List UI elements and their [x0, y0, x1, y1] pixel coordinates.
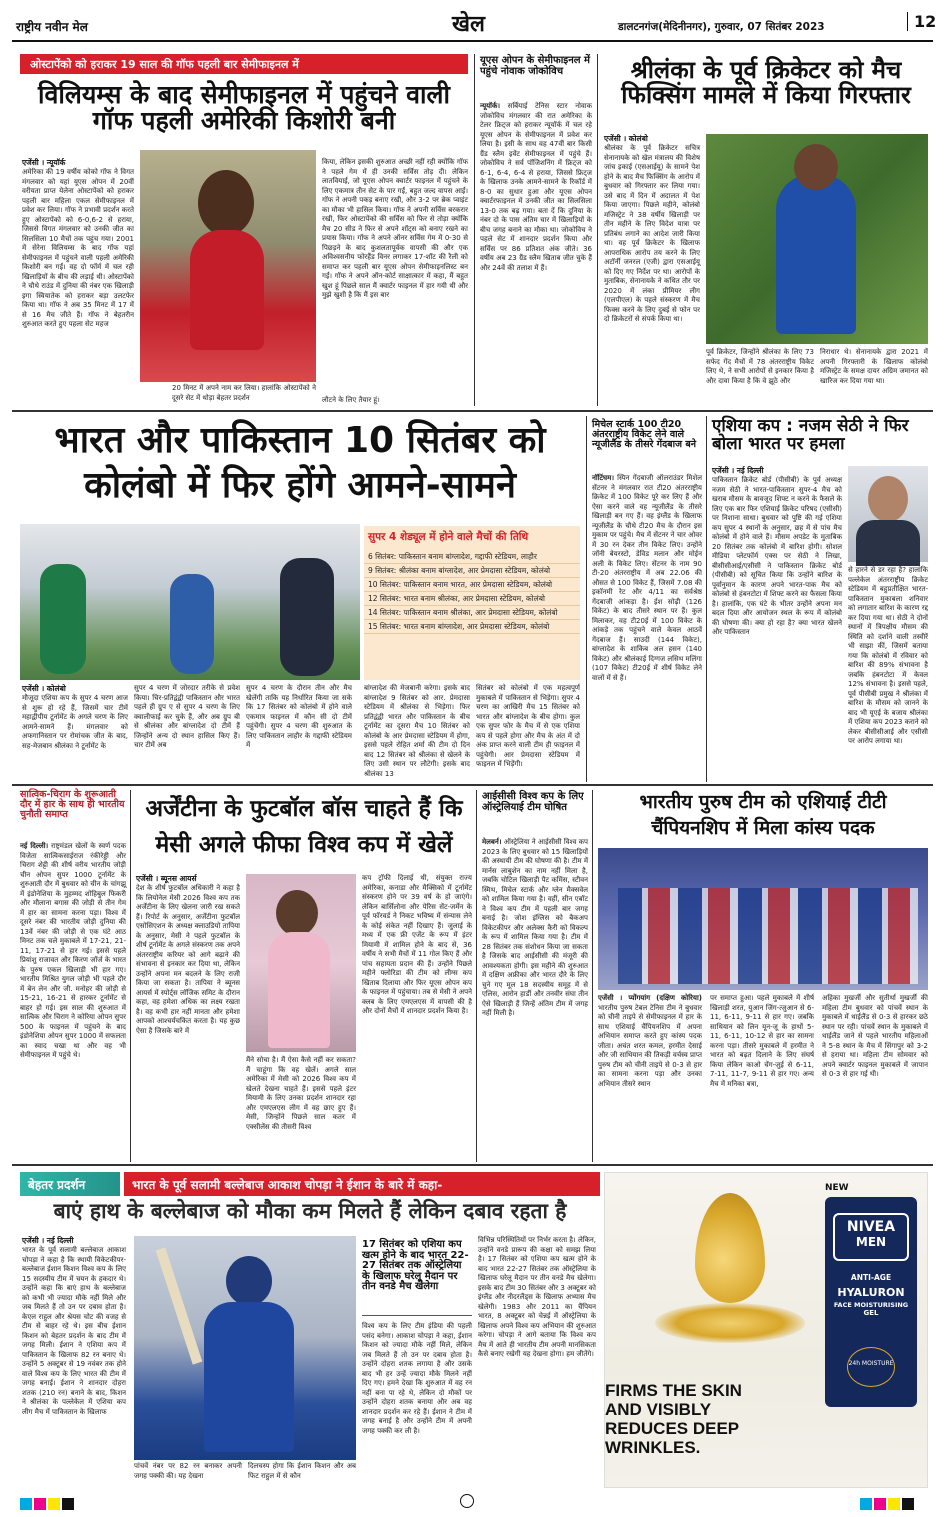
- sethi-headline: एशिया कप : नजम सेठी ने फिर बोला भारत पर हमला: [712, 416, 909, 454]
- gauff-kicker: ओस्टापेंको को हराकर 19 साल की गॉफ पहली बार सेमीफाइनल में: [20, 54, 468, 74]
- color-swatches-right: [860, 1495, 916, 1514]
- tt-col2: पर समाप्त हुआ। पहले मुकाबले में शीर्ष खिलाड़ी शरत, युआन जिंग-त्जुआन से 6-11, 6-11, 9-11 से हार गए। जबकि साथियान को लिन यून-जू के हाथों 5-11, 6-11, 10-12 से हार का सामना करना पड़ा। तीसरे मुकाबले में हरमीत ने भारत को बढ़त दिलाने के लिए संघर्ष किया लेकिन काओ चेंग-जुई से 6-11, 7-11, 11-7, 9-11 से हार गए। अन्य मैच में मनिका बत्रा,: [710, 994, 814, 1088]
- indpak-col1: मौजूदा एशिया कप के सुपर 4 चरण आज से शुरू हो रहे हैं, जिसमें चार टीमें महाद्वीपीय टूर्नामेंट के अगले चरण के लिए आमने-सामने हैं। मंगलवार को अफगानिस्तान पर रोमांचक जीत के बाद, सह-मेजबान श्रीलंका ने टूर्नामेंट के: [22, 694, 128, 750]
- paper-name: राष्ट्रीय नवीन मेल: [16, 20, 88, 34]
- schedule-item: 10 सितंबर: पाकिस्तान बनाम भारत, आर प्रेमदासा स्टेडियम, कोलंबो: [364, 578, 580, 592]
- djokovic-body-text: सर्बियाई टेनिस स्टार नोवाक जोकोविच मंगलवार की रात अमेरिका के टेलर फ्रिट्ज को हराकर न्यूयॉर्क में चल रहे यूएस ओपन के सेमीफाइनल में प्रवेश कर लिया है। इसी के साथ वह 47वीं बार किसी ग्रैंड स्लैम इवेंट सेमीफाइनल में पहुंचे हैं। जोकोविच ने सर्व पॉजिशनिंग में फ्रिट्ज को 6-1, 6-4, 6-4 से हराया, जिससे फ्रिट्ज के खिलाफ उनके आमने-सामने के रिकॉर्ड में 8-0 का सुधार हुआ और यूएस ओपन क्वार्टरफाइनल में उनकी जीत का सिलसिला 13-0 तक बढ़ गया। बता दें कि दुनिया के नंबर दो के पास अंतिम चार में खिलाड़ियों के बीच जगह बनाने का मौका था। जोकोविच ने पहले सेट में शानदार प्रदर्शन किया और सर्विस पर 86 प्रतिशत अंक जीते। 36 वर्षीय अब 23 ग्रैंड स्लैम खिताब जीत चुके हैं और 24वें की तलाश में हैं।: [480, 102, 592, 272]
- gauff-col3: किया, लेकिन इसकी शुरुआत अच्छी नहीं रही क्योंकि गॉफ ने पहले गेम में ही उनकी सर्विस तोड़ दी। लेकिन लातवियाई, जो यूएस ओपन क्वार्टर फाइनल में पहुंचने के लिए एकमात्र तीन सेट के पार गईं, बहुत जल्द वापस आईं। गॉफ ने अपनी पकड़ बनाए रखी, और 3-2 पर ब्रेक प्वाइंट का मौका भी हासिल किया। गॉफ ने अपनी सर्विस बरकरार रखी, फिर ओस्टापेंको की सर्विस को फिर से तोड़ा क्योंकि मैच 20 सीड ने फिर से अपने शॉट्स को बनाए रखने का प्रयास किया। गॉफ ने अपने ऑनर सर्विस गेम में 0-30 से पिछड़ने के बाद कुशलतापूर्वक वापसी की और एक अविश्वसनीय फोरहैंड विनर लगाकर 17-शॉट की रैली को समाप्त कर पहली बार यूएस ओपन सेमीफाइनलिस्ट बन गईं। गॉफ ने अपने ऑन-कोर्ट साक्षात्कार में कहा, मैं बहुत खुश हूं पिछले साल मैं क्वार्टर फाइनल में हार गयी थी और मुझे खुशी है कि मैं इस बार: [322, 158, 468, 299]
- indpak-col2: सुपर 4 चरण में जोरदार तरीके से प्रवेश किया। चिर-प्रतिद्वंद्वी पाकिस्तान और भारत पहले ही ग्रुप ए से सुपर 4 चरण के लिए क्वालीफाई कर चुके हैं, और अब ग्रुप बी से श्रीलंका और बांग्लादेश दो टीमें हैं जिन्होंने अन्य दो स्थान हासिल किए हैं। चार टीमें अब: [134, 684, 240, 749]
- advert-drop-graphic: [655, 1193, 805, 1363]
- chopra-caption1: पांचवें नंबर पर 82 रन बनाकर अपनी जगह पक्की की। यह देखना: [134, 1462, 242, 1480]
- advert-product-line1: ANTI-AGE: [850, 1273, 892, 1282]
- aussie-body-text: ऑस्ट्रेलिया ने आईसीसी विश्व कप 2023 के लिए बुधवार को 15 खिलाड़ियों की अस्थायी टीम की घोषणा की है। टीम में मार्नस लाबुशेन का नाम नहीं मिला है, जबकि चोटिल खिलाड़ी पैट कमिंस, स्टीवन स्मिथ, मिचेल स्टार्क और ग्लेन मैक्सवेल को शामिल किया गया है। वहीं, सीन एबॉट ने विश्व कप टीम में पहली बार जगह बनाई है। जोश इंग्लिस को बैकअप विकेटकीपर और अलेक्स कैरी को विकल्प के रूप में शामिल किया गया है। टीम में 28 सितंबर तक संशोधन किया जा सकता है जिसके बाद आईसीसी की मंजूरी की आवश्यकता होगी। इस महीने की शुरुआत में दक्षिण अफ्रीका और भारत दौरे के लिए चुने गए मूल 18 सदस्यीय समूह में से एलिस, आरोन हार्डी और तनवीर संघा तीन ऐसे खिलाड़ी हैं जिन्हें अंतिम टीम में जगह नहीं मिली है।: [482, 838, 589, 1017]
- advert-new-badge: NEW: [825, 1183, 849, 1193]
- color-swatches-left: [20, 1495, 76, 1514]
- chopra-tag: बेहतर प्रदर्शन: [20, 1172, 120, 1196]
- djokovic-headline: यूएस ओपन के सेमीफाइनल में पहुंचे नोवाक जोकोविच: [480, 55, 591, 77]
- tt-photo: [598, 848, 928, 990]
- srilanka-byline: एजेंसी । कोलंबो: [604, 134, 648, 143]
- gauff-byline: एजेंसी । न्यूयॉर्क: [22, 158, 66, 167]
- messi-byline: एजेंसी । ब्यूनस आयर्स: [136, 874, 197, 883]
- messi-col3: कप ट्रॉफी दिलाई थी, संयुक्त राज्य अमेरिका, कनाडा और मैक्सिको में टूर्नामेंट संस्करण होने पर 39 वर्ष के हो जाएंगे। लेकिन बार्सिलोना और पेरिस सेंट-जर्मेन के पूर्व फॉरवर्ड ने निकट भविष्य में संन्यास लेने के कोई संकेत नहीं दिखाए हैं। जुलाई के मध्य में एक फ्री एजेंट के रूप में इंटर मियामी में शामिल होने के बाद से, 36 वर्षीय ने सभी मैचों में 11 गोल किए हैं और पांच सहायता प्रदान की हैं। उन्होंने पिछले महीने फ्लोरिडा की टीम को लीग्स कप खिताब दिलाया और फिर यूएस ओपन कप के फाइनल में पहुंचाया। तब से मेसी ने अपने क्लब के लिए एमएलएस में वापसी की है और दोनों मैचों में शानदार प्रदर्शन किया है।: [362, 874, 472, 1015]
- table-row: [364, 606, 580, 620]
- advert-product: [825, 1197, 917, 1407]
- srilanka-caption-b: निराधार थे। सेनानायके द्वारा 2021 में अपनी गिरफ्तारी के खिलाफ कोलंबो मजिस्ट्रेट के समक्ष दायर अग्रिम जमानत को खारिज कर दिया गया था।: [820, 348, 928, 385]
- indpak-photo: [20, 524, 360, 680]
- tt-byline: एजेंसी । प्योंगयांग (दक्षिण कोरिया): [598, 994, 702, 1002]
- chopra-caption2: दिलचस्प होगा कि ईशान किशन और अब फिट राहुल में से कौन: [248, 1462, 356, 1480]
- messi-caption: मैंने सोचा है। मैं ऐसा कैसे नहीं कर सकता? मैं चाहूंगा कि वह खेलें। अगले साल अमेरिका में मेसी को 2026 विश्व कप में खेलते देखना चाहते हैं। इससे पहले इंटर मियामी के लिए उनका प्रदर्शन शानदार रहा और एमएलएस लीग में वह छाए हुए हैं। मेसी, जिन्होंने पिछले साल कतर में एक्सीलेंस की तीसरी विश्व: [246, 1056, 356, 1131]
- table-row: [364, 620, 580, 634]
- gauff-caption-right: लौटने के लिए तैयार हूं।: [322, 396, 380, 404]
- indpak-col3: सुपर 4 चरण के दौरान तीन और मैच खेलेंगी ताकि यह निर्धारित किया जा सके कि 17 सितंबर को कोलंबो में होने वाले एकमात्र फाइनल में कौन सी दो टीमें पहुंचेंगी। सुपर 4 चरण की शुरुआत के लिए पाकिस्तान लाहौर के गद्दाफी स्टेडियम में: [246, 684, 352, 749]
- gauff-caption-left: 20 मिनट में अपने नाम कर लिया। हालांकि ओस्टापेंको ने दूसरे सेट में थोड़ा बेहतर प्रदर्शन: [172, 384, 316, 402]
- santner-headline: मिचेल स्टार्क 100 टी20 अंतरराष्ट्रीय विकेट लेने वाले न्यूजीलैंड के तीसरे गेंदबाज बने: [592, 419, 697, 450]
- santner-body-text: स्पिन गेंदबाजी ऑलराउंडर मिशेल सेंटनर ने मंगलवार रात टी20 अंतरराष्ट्रीय क्रिकेट में 100 विकेट पूरे कर लिए हैं और ऐसा करने वाले वह न्यूजीलैंड के तीसरे खिलाड़ी बन गए हैं। वह इंग्लैंड के खिलाफ न्यूजीलैंड के चौथे टी20 मैच के दौरान इस मुकाम पर पहुंचे। मैच में सेंटनर ने चार ओवर में 30 रन देकर तीन विकेट लिए। उन्होंने जॉनी बेयरस्टो, डेविड मलान और मोईन अली के विकेट लिए। सेंटनर के नाम 90 टी-20 अंतरराष्ट्रीय में अब 22.06 की औसत से 100 विकेट हैं, जिसमें 7.08 की इकॉनमी रेट और 4/11 का सर्वश्रेष्ठ गेंदबाजी आंकड़ा है। ईश सोढ़ी (126 विकेट) के बाद तीसरे स्थान पर हैं। कुल मिलाकर, वह टी20ई में 100 विकेट के आंकड़े तक पहुंचने वाले केवल आठवें गेंदबाज हैं। साउदी (144 विकेट), बांग्लादेश के शाकिब अल हसन (140 विकेट) और श्रीलंकाई दिग्गज लसिथ मलिंगा (107 विकेट) टी20ई में शीर्ष विकेट लेने वालों में से हैं।: [592, 474, 702, 682]
- chopra-kicker: भारत के पूर्व सलामी बल्लेबाज आकाश चोपड़ा ने ईशान के बारे में कहा-: [124, 1172, 600, 1196]
- table-row: [364, 550, 580, 564]
- masthead: [12, 6, 937, 42]
- advert-product-line3: FACE MOISTURISING: [833, 1301, 909, 1309]
- indpak-byline: एजेंसी । कोलंबो: [22, 684, 66, 693]
- messi-headline: अर्जेंटीना के फुटबॉल बॉस चाहते हैं कि मेसी अगले फीफा विश्व कप में खेलें: [145, 796, 463, 858]
- messi-col1: देश के शीर्ष फुटबॉल अधिकारी ने कहा है कि लियोनेल मेसी 2026 विश्व कप तक अर्जेंटीना के लिए खेलना जारी रख सकते हैं। रिपोर्ट के अनुसार, अर्जेंटीना फुटबॉल एसोसिएशन के अध्यक्ष क्लाउडियो तापिया के अनुसार, मेसी ने पहले फुटबॉल के शीर्ष टूर्नामेंट के अगले संस्करण तक अपने अंतरराष्ट्रीय करियर को आगे बढ़ाने की संभावना से इनकार कर दिया था, लेकिन उन्होंने अपना मन बदलने के लिए राजी किया जा सकता है। तापिया ने ब्यूनस आयर्स में स्पोर्ट्स लॉजिक समिट के दौरान कहा, वह हमेशा अधिक का लक्ष्य रखता है। वह कभी हार नहीं मानता और हमेशा आपको आश्चर्यचकित करता है। यह कुछ ऐसा है जिसके बारे में: [136, 884, 240, 1035]
- advert-slogan: [605, 1381, 825, 1457]
- chopra-col3: विश्व कप के लिए टीम इंडिया की पहली पसंद बनेगा। आकाश चोपड़ा ने कहा, ईशान किशन को ज्यादा मौके नहीं मिले, लेकिन जब मिलते हैं तो उन पर दबाव होता है। उन्होंने दोहरा शतक लगाया है और उसके बाद भी हर उन्हें ज्यादा मौके मिलने नहीं दिए गए। हमने देखा कि शुरुआत में वह रन नहीं बना पा रहे थे, लेकिन दो मौकों पर उन्होंने दोहरा शतक बनाया और अब वह शानदार प्रदर्शन कर रहे हैं। ईशान ने टीम में जगह बनाई है और उन्होंने टीम में अपनी जगह पक्की कर ली है।: [362, 1322, 472, 1435]
- santner-dateline: नॉटिंघम।: [592, 474, 615, 482]
- chopra-banner: [20, 1172, 600, 1196]
- srilanka-headline: श्रीलंका के पूर्व क्रिकेटर को मैच फिक्सिंग मामले में किया गिरफ्तार: [621, 56, 911, 110]
- tt-headline: भारतीय पुरुष टीम को एशियाई टीटी चैंपियनशिप में मिला कांस्य पदक: [639, 791, 887, 839]
- advert-product-text: [829, 1273, 913, 1317]
- schedule-table: [364, 550, 580, 634]
- indpak-schedule-box: [364, 526, 580, 680]
- srilanka-photo: [706, 134, 928, 344]
- sethi-byline: एजेंसी । नई दिल्ली: [712, 466, 764, 475]
- advert-hour-badge: 24h MOISTURE: [847, 1347, 895, 1387]
- gauff-photo: [140, 150, 316, 382]
- tt-col1-text: भारतीय पुरुष टेबल टेनिस टीम ने बुधवार को चीनी ताइपे से सेमीफाइनल में हार के साथ एशियाई चैंपियनशिप में अपना अभियान समाप्त करते हुए कांस्य पदक जीता। अचंत शरत कमल, हरमीत देसाई और जी साथियान की तिकड़ी वर्चस्व प्राप्त पुरुष टीम को चीनी ताइपे से 0-3 से हार का सामना करना पड़ा और उनका अभियान तीसरे स्थान: [598, 1003, 702, 1088]
- sethi-body-right: से हारने से डर रहा है? हालांकि पल्लेकेल अंतरराष्ट्रीय क्रिकेट स्टेडियम में बहुप्रतीक्षित भारत-पाकिस्तान मुकाबला शनिवार को लगातार बारिश के कारण रद्द कर दिया गया था। सेठी ने दोनों स्थानों में त्रिपक्षीय मौसम की स्थिति को दर्शाने वाली तस्वीरें भी साझा कीं, जिसमें बताया गया कि कोलंबो में रविवार को बारिश की 89% संभावना है जबकि हंबनटोटा में केवल 12% संभावना है। इससे पहले, पूर्व पीसीबी प्रमुख ने श्रीलंका में बारिश के मौसम को जानने के बाद भी यूएई के बजाय श्रीलंका में एशिया कप 2023 कराने को लेकर बीसीसीआई और एसीसी पर आरोप लगाया था।: [848, 566, 928, 745]
- table-row: [364, 578, 580, 592]
- dateline: डालटनगंज(मेदिनीनगर), गुरुवार, 07 सितंबर 2023: [618, 21, 825, 33]
- tt-col1: [598, 994, 702, 1160]
- satwik-headline: सात्विक-चिराग के शुरूआती दौर में हार के साथ ही भारतीय चुनौती समाप्त: [20, 789, 125, 820]
- registration-mark: [460, 1494, 474, 1508]
- chopra-byline: एजेंसी । नई दिल्ली: [22, 1236, 74, 1245]
- indpak-col4: बांग्लादेश की मेजबानी करेगा। इसके बाद बांग्लादेश 9 सितंबर को आर. प्रेमदासा स्टेडियम में श्रीलंका से भिड़ेगा। फिर प्रतिद्वंद्वी भारत और पाकिस्तान के बीच टूर्नामेंट का दूसरा मैच 10 सितंबर को कोलंबो के आर प्रेमदासा स्टेडियम में होगा, इससे पहले रोहित शर्मा की टीम दो दिन बाद 12 सितंबर को श्रीलंका से खेलने के लिए उसी स्थान पर लौटेगी। इसके बाद श्रीलंका 13: [364, 684, 470, 778]
- schedule-item: 6 सितंबर: पाकिस्तान बनाम बांग्लादेश, गद्दाफी स्टेडियम, लाहौर: [364, 550, 580, 564]
- gauff-headline: विलियम्स के बाद सेमीफाइनल में पहुंचने वाली गॉफ पहली अमेरिकी किशोरी बनी: [38, 80, 450, 136]
- section-title: खेल: [452, 12, 485, 37]
- sethi-body-top: पाकिस्तान क्रिकेट बोर्ड (पीसीबी) के पूर्व अध्यक्ष नजम सेठी ने भारत-पाकिस्तान सुपर-4 मैच को खराब मौसम के बावजूद शिफ्ट न करने के फैसले के लिए एक बार फिर एशियाई क्रिकेट परिषद (एसीसी) पर निशाना साधा। बुधवार को पुष्टि की गई एशिया कप सुपर 4 स्थानों के अनुसार, छह में से पांच मैच कोलंबो में होने वाले हैं। मौसम अपडेट के मुताबिक 20 सितंबर तक कोलंबो में बारिश होगी। सोशल मीडिया प्लेटफॉर्म एक्स पर सेठी ने लिखा, बीसीसीआई/एसीसी ने पाकिस्तान क्रिकेट बोर्ड (पीसीबी) को सूचित किया कि उन्होंने बारिश के पूर्वानुमान के कारण अपने भारत-पाक मैच को कोलंबो से हंबनटोटा में शिफ्ट करने का फैसला किया है। हालांकि, एक घंटे के भीतर उन्होंने अपना मन बदल दिया और आयोजन स्थल के रूप में कोलंबो की घोषणा की। क्या हो रहा है? क्या भारत खेलने और पाकिस्तान: [712, 476, 842, 636]
- advert-brand-logo: [833, 1213, 909, 1261]
- print-registration-bar: [20, 1494, 928, 1508]
- advert-product-line4: GEL: [863, 1309, 879, 1317]
- schedule-item: 15 सितंबर: भारत बनाम बांग्लादेश, आर प्रेमदासा स्टेडियम, कोलंबो: [364, 620, 580, 634]
- advert-slogan-line1: FIRMS THE SKIN: [605, 1381, 742, 1400]
- chopra-col1: भारत के पूर्व सलामी बल्लेबाज आकाश चोपड़ा ने कहा है कि स्थायी विकेटकीपर-बल्लेबाज ईशान किशन विश्व कप के लिए 15 सदस्यीय टीम में चयन के हकदार थे। उन्होंने कहा कि बाएं हाथ के बल्लेबाज को कभी भी ज्यादा मौके नहीं मिले और जब मिलते हैं तो उन पर दबाव होता है। केएल राहुल और श्रेयस चोट की वजह से टीम से बाहर रहे थे। इस बीच ईशान किशन को बेहतर प्रदर्शन के बाद टीम में जगह मिली। ईशान ने एशिया कप में पाकिस्तान के खिलाफ 82 रन बनाए थे। उन्होंने 5 अक्टूबर से 19 नवंबर तक होने वाले विश्व कप के लिए भारत की टीम में जगह बनाई। ईशान ने शानदार दोहरा शतक (210 रन) बनाने के बाद, किशन ने श्रीलंका के पल्लेकेल में एशिया कप लीग मैच में पाकिस्तान के खिलाफ: [22, 1246, 126, 1416]
- messi-photo: [246, 874, 356, 1052]
- srilanka-caption-a: पूर्व क्रिकेटर, जिन्होंने श्रीलंका के लिए 73 सफेद गेंद मैचों में 78 अंतरराष्ट्रीय विकेट लिए थे, ने सभी आरोपों से इनकार किया है और दावा किया है कि वे झूठे और: [706, 348, 814, 385]
- advert-slogan-line4: WRINKLES.: [605, 1438, 701, 1457]
- aussie-headline: आईसीसी विश्व कप के लिए ऑस्ट्रेलियाई टीम घोषित: [482, 791, 584, 813]
- satwik-body: [20, 842, 126, 1160]
- schedule-title: सुपर 4 शेड्यूल में होने वाले मैचों की तिथि: [368, 531, 529, 543]
- schedule-item: 14 सितंबर: पाकिस्तान बनाम श्रीलंका, आर प्रेमदासा स्टेडियम, कोलंबो: [364, 606, 580, 620]
- chopra-photo: [134, 1236, 356, 1460]
- advert-brand-line1: NIVEA: [846, 1219, 896, 1235]
- table-row: [364, 564, 580, 578]
- table-row: [364, 592, 580, 606]
- chopra-headline: बाएं हाथ के बल्लेबाज को मौका कम मिलते हैं लेकिन दबाव रहता है: [53, 1199, 567, 1223]
- santner-body: [592, 474, 702, 780]
- advert-slogan-line2: AND VISIBLY: [605, 1400, 712, 1419]
- indpak-headline: भारत और पाकिस्तान 10 सितंबर को कोलंबो में फिर होंगे आमने-सामने: [54, 420, 546, 506]
- sethi-photo: [848, 466, 928, 562]
- advert-slogan-line3: REDUCES DEEP: [605, 1419, 740, 1438]
- satwik-dateline: नई दिल्ली।: [20, 842, 49, 850]
- gauff-col1: अमेरिका की 19 वर्षीय कोको गॉफ ने विगत मंगलवार को यहां यूएस ओपन में 20वीं वरीयता प्राप्त येलेना ओस्टापेंको को हराकर पहली बार महिला एकल सेमीफाइनल में प्रवेश कर लिया। गॉफ ने प्रभावी प्रदर्शन करते हुए ओस्टापेंको को 6-0,6-2 से हराया, जिससे विगत मंगलवार को उनकी जीत का सिलसिला 10 मैचों तक पहुंच गया। 2001 में सेरेना विलियम्स के बाद गॉफ यहां सेमीफाइनल में पहुंचने वाली पहली अमेरिकी किशोरी बन गईं। वह दो फॉर्म में चल रही खिलाड़ियों के बीच की लड़ाई थी। ओस्टापेंको ने चौथे राउंड में दुनिया की नंबर एक खिलाड़ी इगा स्वियातेक को हराकर बड़ा उलटफेर किया था। गॉफ ने अब 35 मिनट में 17 में से 16 मैच जीते हैं। गॉफ ने बेहतरीन शुरुआत करते हुए पहला सेट महज: [22, 168, 134, 328]
- srilanka-body: श्रीलंका के पूर्व क्रिकेटर सचित्र सेनानायके को खेल मंत्रालय की विशेष जांच इकाई (एसआईयू) के सामने पेश होने के बाद मैच फिक्सिंग के आरोप में बुधवार को गिरफ्तार कर लिया गया। उसे बाद में दिन में अदालत में पेश किया जाएगा। पिछले महीने, कोलंबो मजिस्ट्रेट ने 38 वर्षीय खिलाड़ी पर तीन महीने के लिए विदेश यात्रा पर प्रतिबंध लगाने का आदेश जारी किया था। वह पूर्व क्रिकेटर के खिलाफ आपराधिक आरोप तय करने के लिए अटॉर्नी जनरल (एजी) द्वारा एसआईयू को दिए गए निर्देश पर था। आरोपों के मुताबिक, सेनानायके ने कथित तौर पर 2020 में लंका प्रीमियर लीग (एलपीएल) के पहले संस्करण में मैच फिक्स करने के लिए दुबई से फोन पर दो क्रिकेटरों से संपर्क किया था।: [604, 144, 700, 323]
- advert-brand-line2: MEN: [855, 1235, 887, 1249]
- page-number: 12: [907, 12, 936, 31]
- chopra-box-headline: 17 सितंबर को एशिया कप खत्म होने के बाद भारत 22-27 सितंबर तक ऑस्ट्रेलिया के खिलाफ घरेलू मैदान पर तीन वनडे मैच खेलेगा: [362, 1240, 472, 1316]
- satwik-body-text: राष्ट्रमंडल खेलों के स्वर्ण पदक विजेता सात्विकसाईराज रंकीरेड्डी और चिराग शेट्टी की शीर्ष वरीय भारतीय जोड़ी चीन ओपन सुपर 1000 टूर्नामेंट के शुरुआती दौर में बुधवार को चीन के चांगझू में इंडोनेशिया के मुहम्मद शोहिबुल फिकरी और मौलाना बगास की जोड़ी से तीन गेम में हार का सामना करना पड़ा। विश्व में दूसरे नंबर की भारतीय जोड़ी दुनिया की 13वें नंबर की जोड़ी से एक घंटे आठ मिनट तक चले मुकाबले में 17-21, 21-11, 17-21 से हार गई। इससे पहले प्रियांशु राजावत और किरण जॉर्ज के भारत के पुरुष एकल खिलाड़ी भी हार गए। भारतीय मिश्रित युगल जोड़ी भी पहले दौर में बेन लेन और जी. मनोहर की जोड़ी से 15-21, 16-21 से हारकर टूर्नामेंट से बाहर हो गई। इस साल की शुरुआत में सात्विक और चिराग ने कोरिया ओपन सुपर 500 के फाइनल में पहुंचने के बाद इंडोनेशिया ओपन सुपर 1000 में सफलता का स्वाद चखा था और वह भी सेमीफाइनल में पहुंचे थे।: [20, 842, 126, 1059]
- advert-product-line2: HYALURON: [837, 1286, 905, 1299]
- chopra-col4: विभिन्न परिस्थितियों पर निर्भर करता है। लेकिन, उन्होंने वनडे प्रारूप की कक्षा को समझ लिया है। 17 सितंबर को एशिया कप खत्म होने के बाद भारत 22-27 सितंबर तक ऑस्ट्रेलिया के खिलाफ घरेलू मैदान पर तीन वनडे मैच खेलेगा। इसके बाद टीम 30 सितंबर और 3 अक्टूबर को इंग्लैंड और नीदरलैंड्स के खिलाफ अभ्यास मैच खेलेगी। 1983 और 2011 का चैंपियन भारत, 8 अक्टूबर को चेन्नई में ऑस्ट्रेलिया के खिलाफ अपने विश्व कप अभियान की शुरुआत करेगा। चोपड़ा ने आगे बताया कि विश्व कप मैच में आते ही भारतीय टीम अपनी मानसिकता कैसे बनाए रखेगी यह देखना होगा। हम जीतेंगे।: [478, 1236, 596, 1358]
- nivea-advert: [604, 1172, 928, 1488]
- indpak-col5-visible: सितंबर को कोलंबो में एक महत्वपूर्ण मुकाबले में पाकिस्तान से भिड़ेगा। सुपर 4 चरण का आखिरी मैच 15 सितंबर को भारत और बांग्लादेश के बीच होगा। कुल एक सुपर फोर के मैच में से एक एशिया कप से पहले होगा और मैच के अंत में दो अंक प्राप्त करने वाली टीम ही फाइनल में पहुंचेगी। आर प्रेमदासा स्टेडियम में फाइनल में भिड़ेंगी।: [476, 684, 580, 768]
- djokovic-dateline: न्यूयॉर्क।: [480, 102, 501, 110]
- djokovic-body: [480, 102, 592, 406]
- schedule-item: 12 सितंबर: भारत बनाम श्रीलंका, आर प्रेमदासा स्टेडियम, कोलंबो: [364, 592, 580, 606]
- aussie-body: [482, 838, 588, 1162]
- aussie-dateline: मेलबर्न।: [482, 838, 502, 846]
- schedule-item: 9 सितंबर: श्रीलंका बनाम बांग्लादेश, आर प्रेमदासा स्टेडियम, कोलंबो: [364, 564, 580, 578]
- tt-col3: अहिका मुखर्जी और सुतीर्था मुखर्जी की महिला टीम बुधवार को पांचवें स्थान के मुकाबले में थाईलैंड से 0-3 से हारकर छठे स्थान पर रही। पांचवें स्थान के मुकाबले में थाईलैंड जाने से पहले भारतीय महिलाओं ने 5-8 स्थान के मैच में सिंगापुर को 3-2 से हराया था। महिला टीम सोमवार को अपने क्वार्टर फाइनल मुकाबले में जापान से 0-3 से हार गई थी।: [822, 994, 928, 1078]
